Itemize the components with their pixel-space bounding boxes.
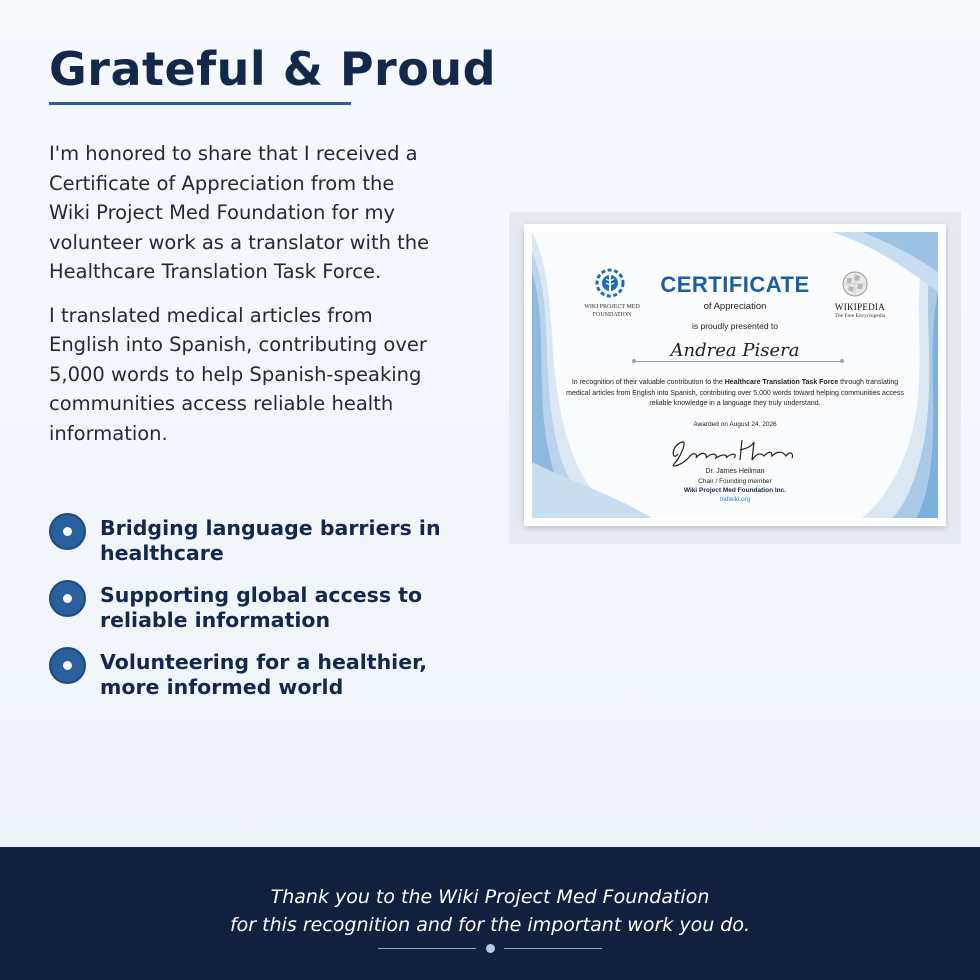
list-item-text: Bridging language barriers in healthcare xyxy=(100,516,441,565)
signer-name: Dr. James Heilman xyxy=(705,468,765,475)
highlight-list xyxy=(49,513,479,714)
page-title: Grateful & Proud xyxy=(49,42,497,96)
certificate-title: CERTIFICATE xyxy=(660,272,810,297)
intro-text xyxy=(49,139,439,462)
footer-divider-left xyxy=(378,948,476,949)
list-item xyxy=(49,647,479,700)
bullet-icon xyxy=(49,513,86,550)
name-line xyxy=(634,361,842,362)
certificate-inner xyxy=(532,232,938,518)
bullet-icon xyxy=(49,647,86,684)
list-item xyxy=(49,580,479,633)
footer-divider-right xyxy=(504,948,602,949)
certificate-presented-text: is proudly presented to xyxy=(692,321,778,331)
wikipedia-wordmark: WIKIPEDIA xyxy=(834,302,886,312)
list-item-text: Supporting global access to reliable information xyxy=(100,583,423,632)
signer-organization: Wiki Project Med Foundation Inc. xyxy=(683,487,787,494)
name-line-dot xyxy=(840,359,844,363)
footer-thanks-line-2: for this recognition and for the important work you do. xyxy=(229,914,751,936)
wikipedia-tagline: The Free Encyclopedia xyxy=(834,313,886,319)
list-item-text: Volunteering for a healthier, more informed world xyxy=(100,650,427,699)
bullet-icon xyxy=(49,580,86,617)
footer-divider-dot xyxy=(486,944,495,953)
certificate-body: In recognition of their valuable contribution to the Healthcare Translation Task Force through translating medical articles from English into Spanish, contributing over 5,000 words toward helping communities access reliable knowledge in a language they truly understand. xyxy=(566,379,904,407)
recipient-name: Andrea Pisera xyxy=(670,340,800,361)
title-underline xyxy=(49,102,351,105)
footer-thanks-line-1: Thank you to the Wiki Project Med Foundation xyxy=(270,886,710,908)
signature-image xyxy=(668,432,798,468)
awarded-date: Awarded on August 24, 2026 xyxy=(693,421,777,428)
list-item xyxy=(49,513,479,566)
intro-paragraph-1: I'm honored to share that I received a Certificate of Appreciation from the Wiki Project Med Foundation for my volunteer work as a translator with the Healthcare Translation Task Force. xyxy=(49,142,430,283)
wiki-project-med-label: WIKI PROJECT MED FOUNDATION xyxy=(584,304,640,318)
footer xyxy=(0,847,980,980)
certificate-subtitle: of Appreciation xyxy=(703,301,767,312)
certificate-image xyxy=(524,224,946,526)
organization-website: mdwiki.org xyxy=(719,496,751,503)
signer-role: Chair / Founding member xyxy=(698,478,772,485)
intro-paragraph-2: I translated medical articles from English into Spanish, contributing over 5,000 words to help Spanish-speaking communities access reliable health information. xyxy=(49,303,427,445)
